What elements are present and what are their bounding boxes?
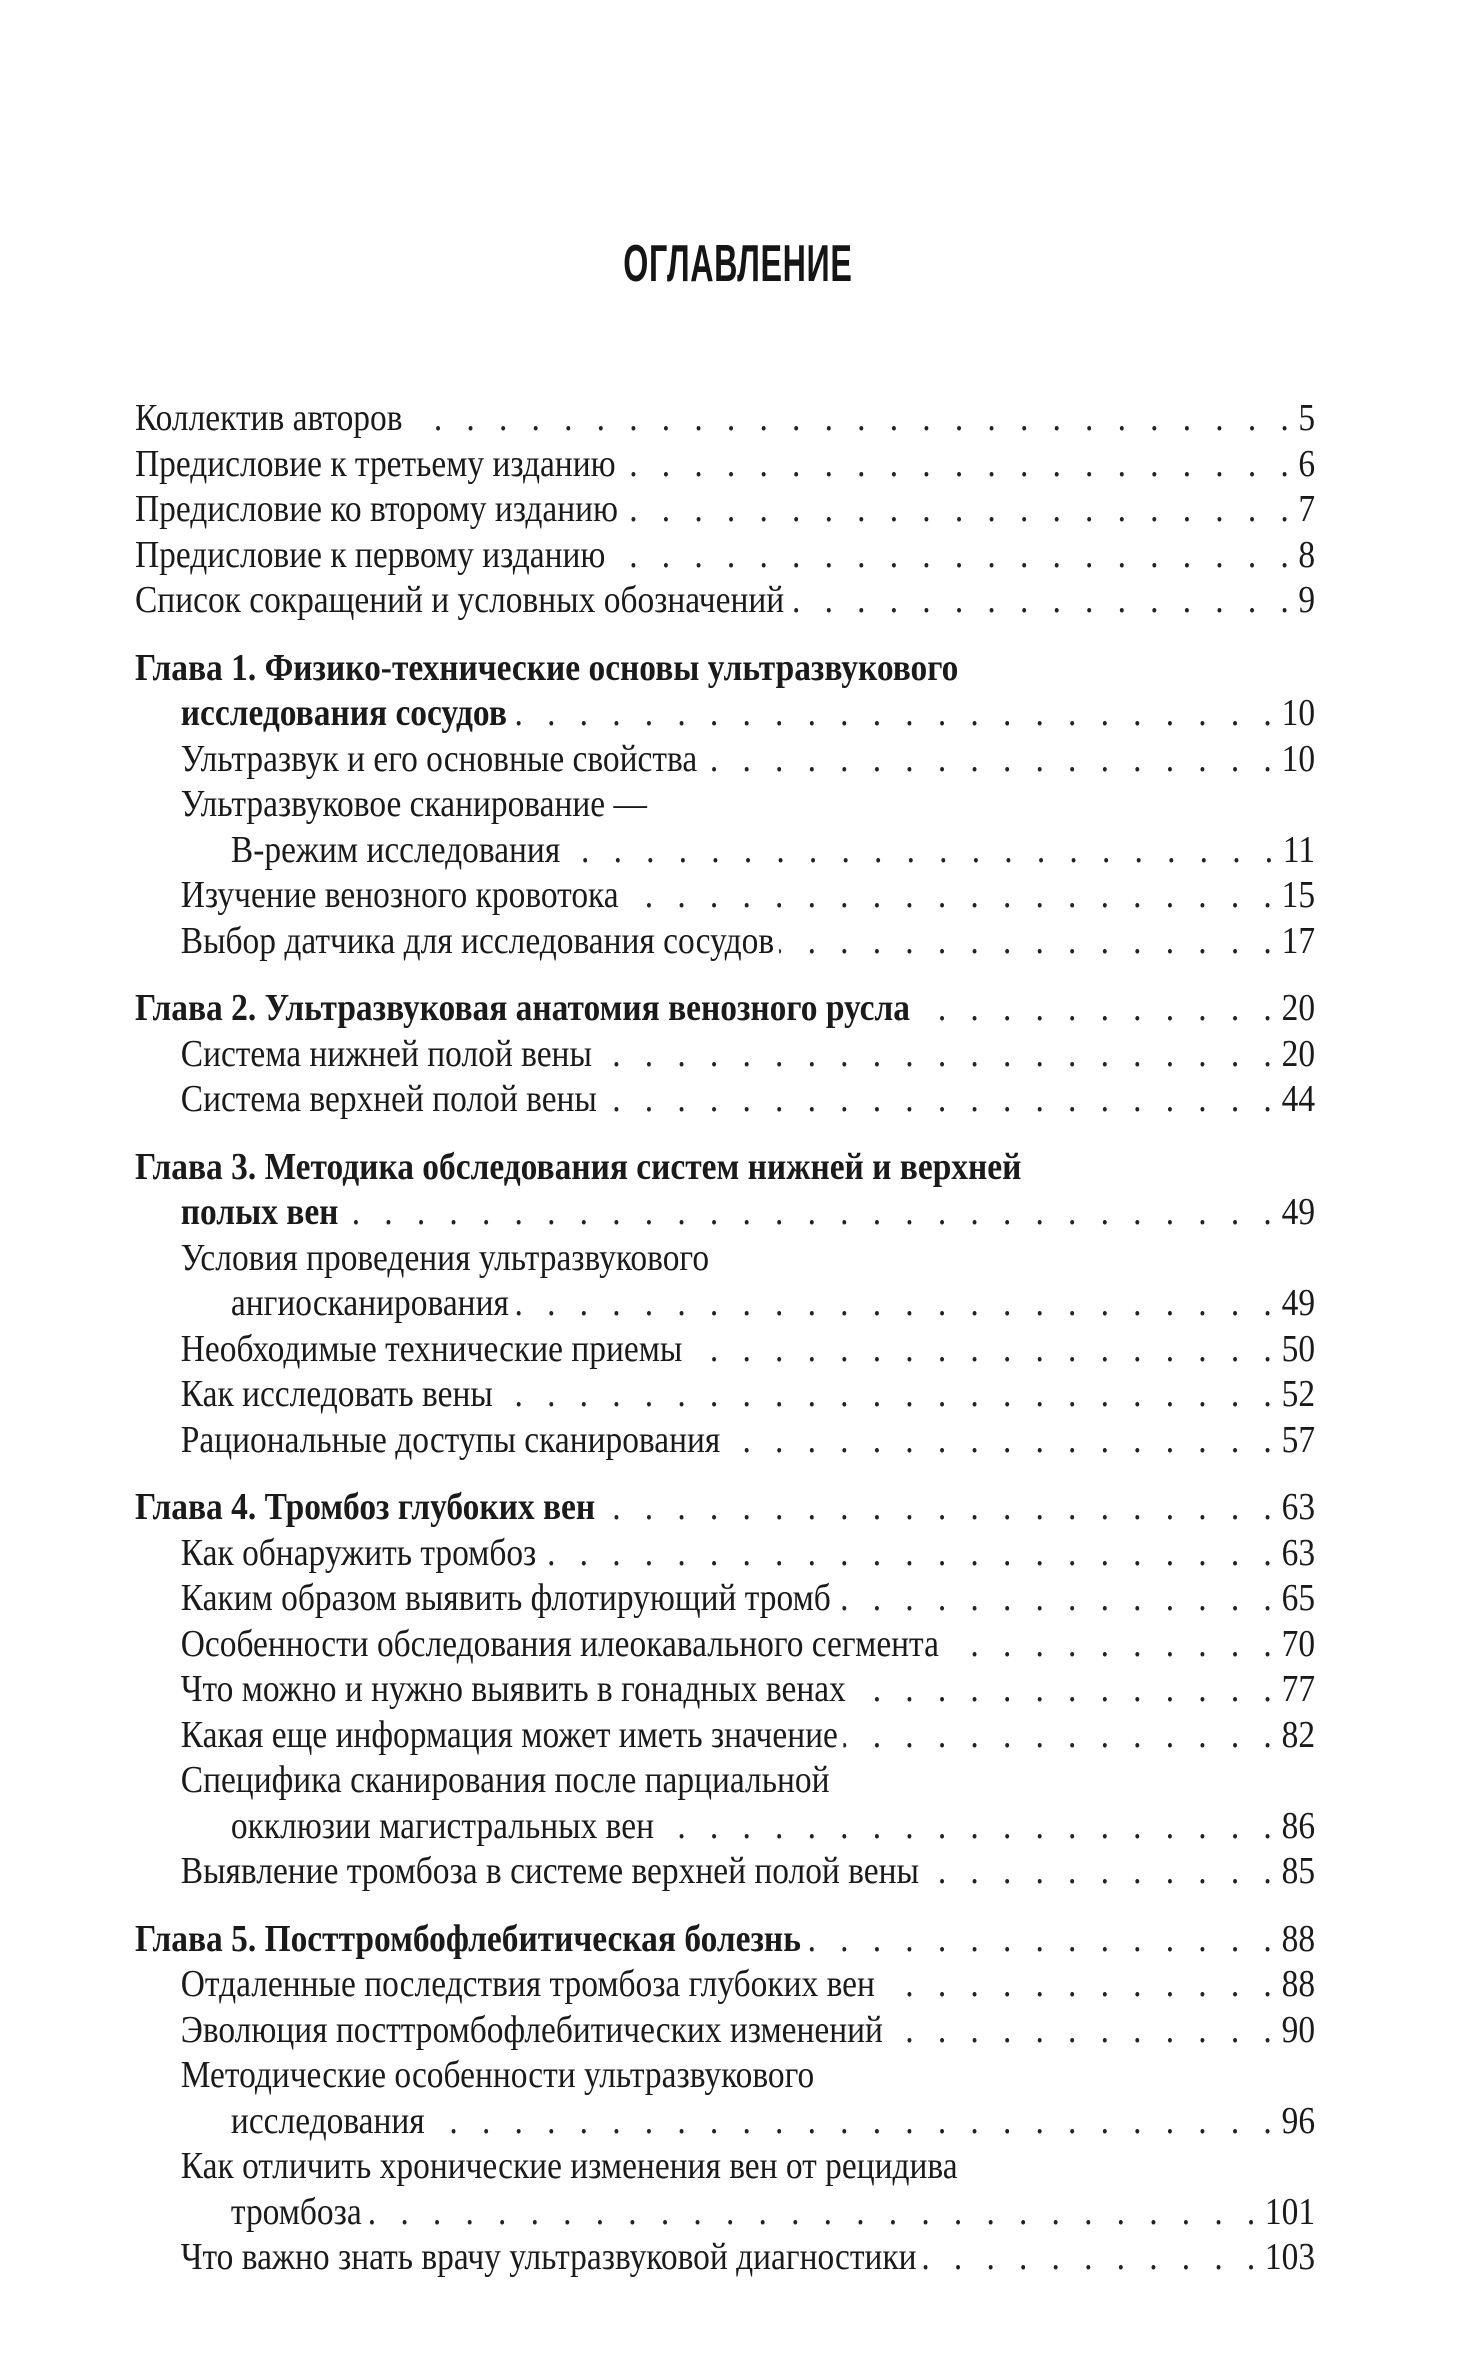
toc-entry-title: Необходимые технические приемы xyxy=(180,1327,683,1370)
toc-entry-title: Что можно и нужно выявить в гонадных венах xyxy=(180,1668,846,1710)
toc-entry-continuation[interactable] xyxy=(135,1281,1315,1327)
toc-page-number: 57 xyxy=(1281,1418,1316,1461)
toc-entry-title-continuation: окклюзии магистральных вен xyxy=(230,1804,654,1847)
chapter-1 xyxy=(135,646,1315,965)
dot-leader xyxy=(602,1077,1280,1123)
toc-page-number: 88 xyxy=(1281,1963,1316,2005)
toc-page-number: 90 xyxy=(1281,2008,1316,2051)
toc-entry-title: Рациональные доступы сканирования xyxy=(180,1418,721,1461)
toc-entry-title: Как исследовать вены xyxy=(180,1373,493,1415)
toc-entry[interactable] xyxy=(135,1849,1315,1895)
toc-entry[interactable] xyxy=(135,487,1315,533)
dot-leader xyxy=(688,1327,1280,1373)
toc-entry[interactable] xyxy=(135,533,1315,579)
chapter-title-continuation: полых вен xyxy=(180,1191,339,1233)
chapter-2 xyxy=(135,986,1315,1123)
toc-page-number: 101 xyxy=(1264,2190,1316,2233)
dot-leader xyxy=(806,1917,1280,1963)
toc-entry-continuation[interactable] xyxy=(135,2099,1315,2145)
toc-entry[interactable] xyxy=(135,578,1315,624)
dot-leader xyxy=(565,828,1281,874)
toc-entry-title: Ультразвук и его основные свойства xyxy=(180,737,698,780)
toc-page-number: 63 xyxy=(1281,1531,1316,1574)
toc-entry-title: Отдаленные последствия тромбоза глубоких вен xyxy=(180,1963,875,2005)
toc-page-number: 15 xyxy=(1281,874,1316,916)
toc-entry-title: Специфика сканирования после парциальной xyxy=(180,1759,830,1801)
toc-entry[interactable] xyxy=(135,1667,1315,1713)
toc-entry[interactable] xyxy=(135,1418,1315,1464)
dot-leader xyxy=(512,691,1280,737)
chapter-title-continuation: исследования сосудов xyxy=(180,692,507,734)
toc-entry[interactable] xyxy=(135,737,1315,783)
toc-entry[interactable] xyxy=(135,1372,1315,1418)
toc-page-number: 5 xyxy=(1298,397,1316,439)
toc-page-number: 49 xyxy=(1281,1282,1316,1324)
toc-page-number: 11 xyxy=(1282,828,1316,871)
toc-entry-title-continuation: тромбоза xyxy=(230,2190,362,2233)
table-of-contents xyxy=(135,396,1315,2281)
chapter-title: Глава 4. Тромбоз глубоких вен xyxy=(135,1486,596,1528)
toc-entry[interactable] xyxy=(135,396,1315,442)
page-title xyxy=(0,236,1476,292)
dot-leader xyxy=(924,1849,1280,1895)
toc-entry-title: Предисловие к первому изданию xyxy=(135,533,606,576)
dot-leader xyxy=(597,1032,1280,1078)
toc-entry-title: Каким образом выявить флотирующий тромб xyxy=(180,1577,831,1619)
dot-leader xyxy=(789,578,1296,624)
toc-page-number: 88 xyxy=(1281,1917,1316,1960)
toc-page-number: 77 xyxy=(1281,1668,1316,1710)
dot-leader xyxy=(344,1190,1280,1236)
chapter-title: Глава 3. Методика обследования систем нижней и верхней xyxy=(135,1145,1022,1188)
toc-entry-continuation[interactable] xyxy=(135,2190,1315,2236)
toc-entry[interactable] xyxy=(135,873,1315,919)
toc-entry[interactable] xyxy=(135,1758,1315,1804)
dot-leader xyxy=(542,1531,1280,1577)
toc-entry[interactable] xyxy=(135,782,1315,828)
toc-entry[interactable] xyxy=(135,1032,1315,1078)
dot-leader xyxy=(944,1622,1280,1668)
toc-entry-title: Предисловие к третьему изданию xyxy=(135,442,616,485)
dot-leader xyxy=(922,2235,1263,2281)
dot-leader xyxy=(843,1713,1280,1759)
toc-entry[interactable] xyxy=(135,1236,1315,1282)
toc-entry[interactable] xyxy=(135,2235,1315,2281)
dot-leader xyxy=(880,1962,1280,2008)
toc-page-number: 10 xyxy=(1281,737,1316,780)
toc-entry[interactable] xyxy=(135,1713,1315,1759)
toc-entry-title: Предисловие ко второму изданию xyxy=(135,488,618,530)
toc-page-number: 50 xyxy=(1281,1327,1316,1370)
chapter-title: Глава 5. Посттромбофлебитическая болезнь xyxy=(135,1917,801,1960)
toc-entry[interactable] xyxy=(135,1576,1315,1622)
toc-page-number: 49 xyxy=(1281,1191,1316,1233)
dot-leader xyxy=(623,487,1296,533)
toc-page-number: 63 xyxy=(1281,1486,1316,1528)
chapter-title: Глава 2. Ультразвуковая анатомия венозного русла xyxy=(135,987,911,1029)
toc-entry-title: Система верхней полой вены xyxy=(180,1078,597,1120)
toc-page-number: 9 xyxy=(1298,579,1316,621)
toc-page-number: 6 xyxy=(1298,442,1316,485)
dot-leader xyxy=(621,442,1297,488)
toc-entry[interactable] xyxy=(135,1531,1315,1577)
toc-page-number: 20 xyxy=(1281,987,1316,1029)
toc-page-number: 65 xyxy=(1281,1577,1316,1619)
toc-entry-continuation[interactable] xyxy=(135,828,1315,874)
chapter-3 xyxy=(135,1145,1315,1464)
dot-leader xyxy=(624,873,1280,919)
toc-entry-title: Как обнаружить тромбоз xyxy=(180,1531,537,1574)
dot-leader xyxy=(498,1372,1280,1418)
dot-leader xyxy=(514,1281,1280,1327)
dot-leader xyxy=(726,1418,1280,1464)
chapter-heading[interactable] xyxy=(135,1917,1315,1963)
toc-entry-continuation[interactable] xyxy=(135,1804,1315,1850)
toc-entry-title: Как отличить хронические изменения вен от рецидива xyxy=(180,2145,958,2187)
toc-entry-title: Изучение венозного кровотока xyxy=(180,874,619,916)
toc-entry-title: Выявление тромбоза в системе верхней полой вены xyxy=(180,1850,919,1892)
front-matter-group xyxy=(135,396,1315,624)
dot-leader xyxy=(915,986,1280,1032)
toc-entry-title-continuation: В-режим исследования xyxy=(230,828,561,871)
toc-page-number: 86 xyxy=(1281,1804,1316,1847)
toc-entry[interactable] xyxy=(135,2008,1315,2054)
toc-page-number: 8 xyxy=(1298,533,1316,576)
toc-page-number: 7 xyxy=(1298,488,1316,530)
page-title-text: ОГЛАВЛЕНИЕ xyxy=(623,235,853,293)
dot-leader xyxy=(779,919,1279,965)
dot-leader xyxy=(659,1804,1280,1850)
toc-entry[interactable] xyxy=(135,1327,1315,1373)
chapter-heading-continuation[interactable] xyxy=(135,1190,1315,1236)
toc-entry-title: Что важно знать врачу ультразвуковой диагностики xyxy=(180,2236,917,2278)
toc-page-number: 82 xyxy=(1281,1713,1316,1756)
toc-page-number: 103 xyxy=(1264,2236,1316,2278)
toc-page-number: 52 xyxy=(1281,1373,1316,1415)
dot-leader xyxy=(888,2008,1280,2054)
toc-entry-title: Ультразвуковое сканирование — xyxy=(180,783,647,825)
chapter-5 xyxy=(135,1917,1315,2281)
toc-entry-title: Выбор датчика для исследования сосудов xyxy=(180,919,775,962)
dot-leader xyxy=(430,2099,1280,2145)
toc-page-number: 44 xyxy=(1281,1078,1316,1120)
chapter-heading-continuation[interactable] xyxy=(135,691,1315,737)
toc-entry[interactable] xyxy=(135,919,1315,965)
dot-leader xyxy=(836,1576,1280,1622)
toc-entry[interactable] xyxy=(135,1962,1315,2008)
toc-page-number: 96 xyxy=(1281,2099,1316,2142)
chapter-title: Глава 1. Физико-технические основы ультразвукового xyxy=(135,646,959,689)
dot-leader xyxy=(367,2190,1263,2236)
toc-entry-title: Список сокращений и условных обозначений xyxy=(135,579,785,621)
toc-entry-title: Условия проведения ультразвукового xyxy=(180,1236,710,1279)
toc-entry[interactable] xyxy=(135,1622,1315,1668)
toc-entry-title: Какая еще информация может иметь значение xyxy=(180,1713,838,1756)
chapter-heading[interactable] xyxy=(135,1145,1315,1191)
toc-entry[interactable] xyxy=(135,442,1315,488)
toc-page-number: 10 xyxy=(1281,692,1316,734)
toc-entry-title: Методические особенности ультразвукового xyxy=(180,2054,815,2096)
chapter-4 xyxy=(135,1485,1315,1895)
toc-page-number: 85 xyxy=(1281,1850,1316,1892)
toc-entry-title: Коллектив авторов xyxy=(135,397,403,439)
toc-entry[interactable] xyxy=(135,1077,1315,1123)
toc-entry-title-continuation: исследования xyxy=(230,2099,425,2142)
toc-entry-title: Особенности обследования илеокавального сегмента xyxy=(180,1622,939,1665)
toc-page-number: 17 xyxy=(1281,919,1316,962)
toc-entry[interactable] xyxy=(135,2053,1315,2099)
dot-leader xyxy=(702,737,1279,783)
dot-leader xyxy=(851,1667,1280,1713)
toc-page-number: 70 xyxy=(1281,1622,1316,1665)
dot-leader xyxy=(611,533,1297,579)
dot-leader xyxy=(600,1485,1279,1531)
chapter-heading[interactable] xyxy=(135,646,1315,692)
chapter-heading[interactable] xyxy=(135,1485,1315,1531)
dot-leader xyxy=(408,396,1297,442)
toc-entry-title: Система нижней полой вены xyxy=(180,1032,592,1075)
toc-page-number: 20 xyxy=(1281,1032,1316,1075)
toc-entry[interactable] xyxy=(135,2144,1315,2190)
toc-entry-title: Эволюция посттромбофлебитических изменений xyxy=(180,2008,883,2051)
chapter-heading[interactable] xyxy=(135,986,1315,1032)
toc-entry-title-continuation: ангиосканирования xyxy=(230,1282,509,1324)
